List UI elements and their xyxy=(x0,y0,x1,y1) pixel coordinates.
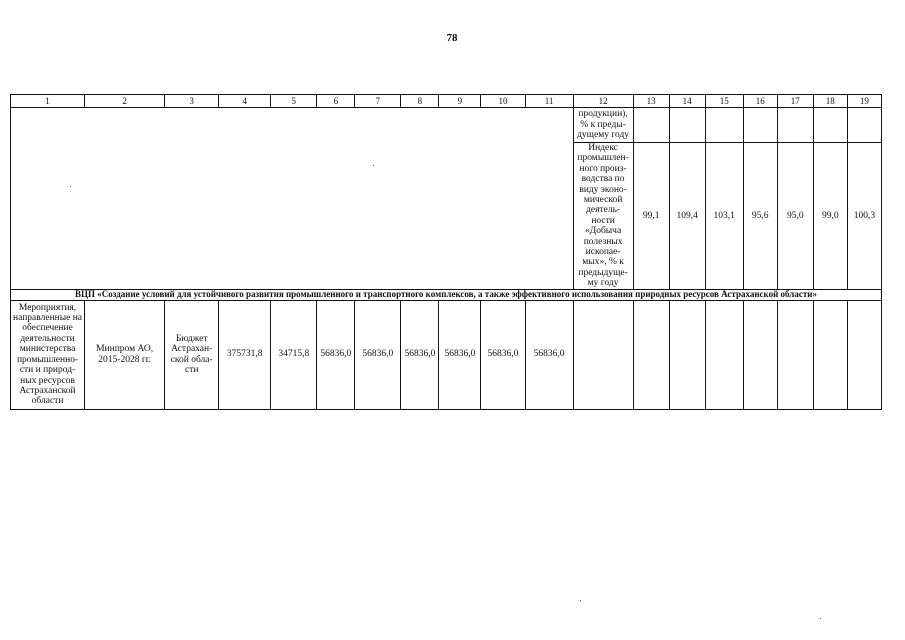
scan-speck xyxy=(820,618,821,619)
value-cell: 99,1 xyxy=(633,143,669,290)
column-number-row xyxy=(11,95,882,108)
total-cell: 375731,8 xyxy=(219,300,271,409)
section-row xyxy=(11,289,882,300)
column-number: 3 xyxy=(165,95,219,108)
value-cell xyxy=(705,108,743,143)
column-number: 1 xyxy=(11,95,85,108)
year-value-cell: 56836,0 xyxy=(439,300,481,409)
column-number: 8 xyxy=(401,95,439,108)
section-title: ВЦП «Создание условий для устойчивого развития промышленного и транспортного комплексов, а также эффективного использования природных ресурсов Астраханской области» xyxy=(11,289,882,300)
value-cell: 109,4 xyxy=(669,143,705,290)
indicator-cell: Индекс промышлен-ного произ-водства по виду эконо-мической деятель-ности «Добыча полезных ископае-мых», % к предыдуще-му году xyxy=(573,143,633,290)
column-number: 9 xyxy=(439,95,481,108)
table-row xyxy=(11,300,882,409)
measure-cell: Мероприятия, направленные на обеспечение деятельности министерства промышленно-сти и природ-ных ресурсов Астраханской области xyxy=(11,300,85,409)
empty-cell xyxy=(633,300,669,409)
column-number: 14 xyxy=(669,95,705,108)
column-number: 16 xyxy=(743,95,777,108)
blank-cell xyxy=(11,108,574,290)
value-cell xyxy=(743,108,777,143)
value-cell xyxy=(633,108,669,143)
empty-cell xyxy=(847,300,881,409)
measures-table xyxy=(10,94,882,410)
empty-cell xyxy=(743,300,777,409)
column-number: 15 xyxy=(705,95,743,108)
value-cell: 103,1 xyxy=(705,143,743,290)
value-cell: 95,0 xyxy=(777,143,813,290)
executor-cell: Минпром АО, 2015-2028 гг. xyxy=(85,300,165,409)
column-number: 11 xyxy=(525,95,573,108)
scan-speck xyxy=(580,600,581,601)
column-number: 19 xyxy=(847,95,881,108)
column-number: 13 xyxy=(633,95,669,108)
column-number: 12 xyxy=(573,95,633,108)
scan-speck xyxy=(70,186,71,187)
column-number: 18 xyxy=(813,95,847,108)
table-row xyxy=(11,108,882,143)
column-number: 10 xyxy=(481,95,525,108)
year-value-cell: 34715,8 xyxy=(271,300,317,409)
scan-speck xyxy=(373,165,374,166)
column-number: 6 xyxy=(317,95,355,108)
column-number: 17 xyxy=(777,95,813,108)
value-cell xyxy=(813,108,847,143)
year-value-cell: 56836,0 xyxy=(317,300,355,409)
column-number: 5 xyxy=(271,95,317,108)
value-cell xyxy=(669,108,705,143)
empty-cell xyxy=(573,300,633,409)
empty-cell xyxy=(813,300,847,409)
page-number: 78 xyxy=(446,32,458,44)
empty-cell xyxy=(777,300,813,409)
source-cell: Бюджет Астрахан-ской обла-сти xyxy=(165,300,219,409)
year-value-cell: 56836,0 xyxy=(355,300,401,409)
column-number: 7 xyxy=(355,95,401,108)
year-value-cell: 56836,0 xyxy=(481,300,525,409)
value-cell: 100,3 xyxy=(847,143,881,290)
value-cell: 99,0 xyxy=(813,143,847,290)
value-cell xyxy=(847,108,881,143)
indicator-cell: продукции), % к преды-дущему году xyxy=(573,108,633,143)
column-number: 2 xyxy=(85,95,165,108)
empty-cell xyxy=(669,300,705,409)
empty-cell xyxy=(705,300,743,409)
value-cell xyxy=(777,108,813,143)
column-number: 4 xyxy=(219,95,271,108)
year-value-cell: 56836,0 xyxy=(401,300,439,409)
year-value-cell: 56836,0 xyxy=(525,300,573,409)
value-cell: 95,6 xyxy=(743,143,777,290)
